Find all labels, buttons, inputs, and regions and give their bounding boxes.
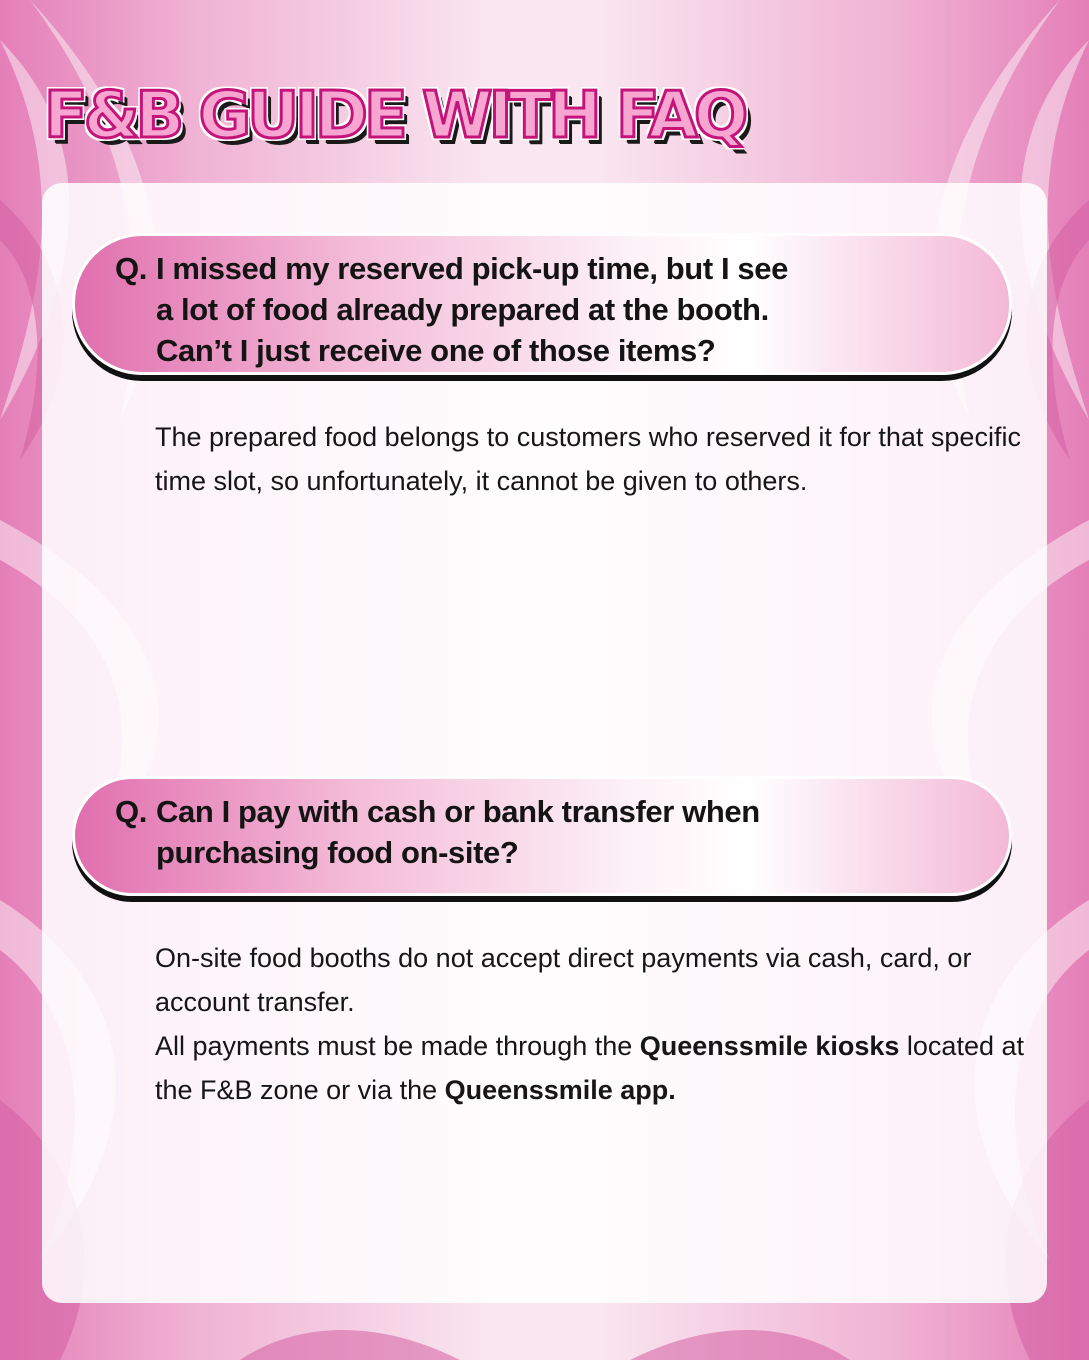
faq-question-1 [72, 233, 1012, 375]
question-line: I missed my reserved pick-up time, but I see [156, 251, 788, 286]
question-marker: Q. [115, 251, 147, 286]
answer-segment: located at the F&B zone or via the [155, 1031, 1024, 1105]
faq-answer-1 [155, 415, 1035, 503]
faq-question-2 [72, 776, 1012, 896]
answer-text: The prepared food belongs to customers who reserved it for that specific time slot, so unfortunately, it cannot be given to others. [155, 422, 1021, 496]
page-title: F&B GUIDE WITH FAQ [44, 79, 745, 153]
answer-line: On-site food booths do not accept direct payments via cash, card, or account transfer. [155, 943, 972, 1017]
question-line: a lot of food already prepared at the booth. [156, 292, 769, 327]
question-marker: Q. [115, 794, 147, 829]
app-highlight: Queenssmile app. [444, 1075, 676, 1105]
question-text [156, 248, 788, 371]
question-line: Can I pay with cash or bank transfer when [156, 794, 760, 829]
question-line: purchasing food on-site? [156, 835, 519, 870]
question-line: Can’t I just receive one of those items? [156, 333, 716, 368]
question-text [156, 791, 760, 873]
kiosk-highlight: Queenssmile kiosks [639, 1031, 900, 1061]
answer-segment: All payments must be made through the [155, 1031, 640, 1061]
faq-answer-2 [155, 936, 1035, 1112]
answer-line [155, 1024, 1035, 1112]
